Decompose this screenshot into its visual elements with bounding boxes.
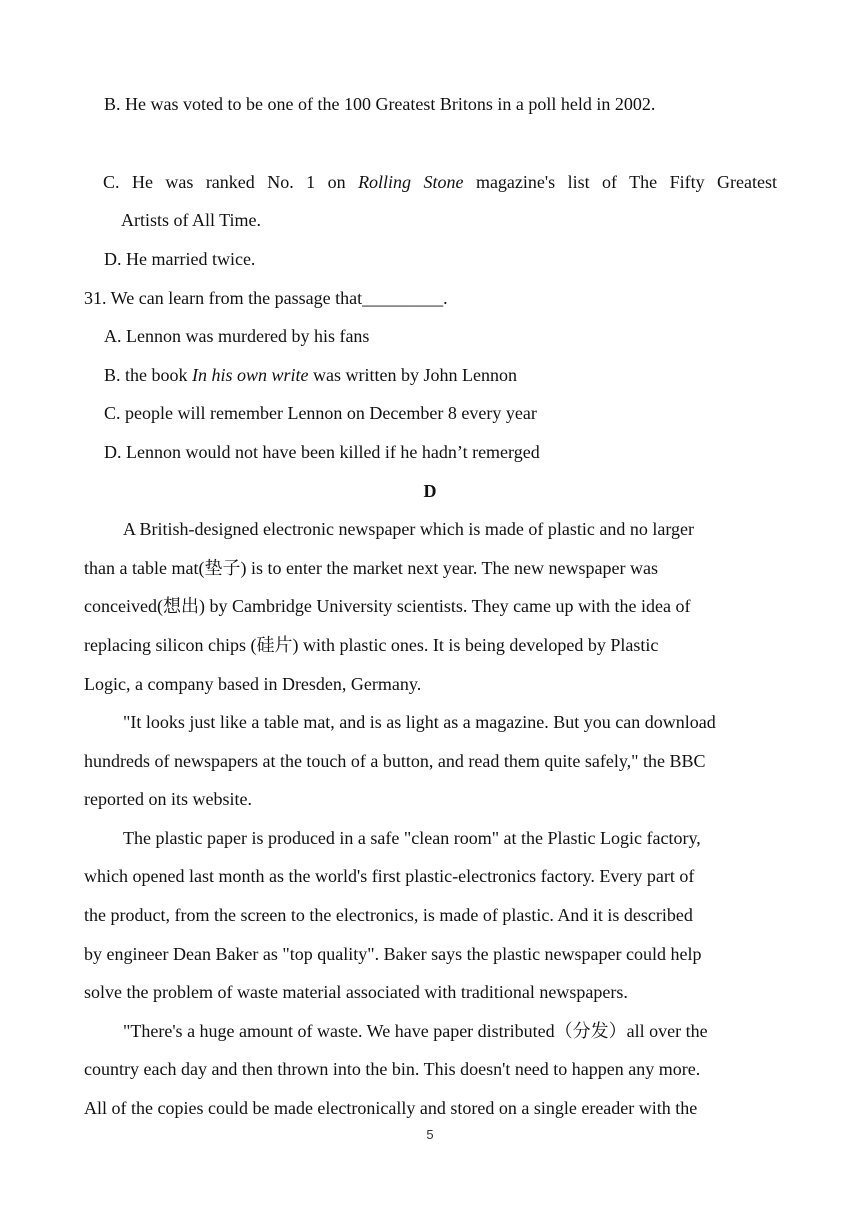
passage-line: replacing silicon chips (硅片) with plastic ones. It is being developed by Plastic xyxy=(84,635,659,655)
passage-line: than a table mat(垫子) is to enter the market next year. The new newspaper was xyxy=(84,558,658,578)
passage-line: reported on its website. xyxy=(84,789,252,809)
q31-option-d: D. Lennon would not have been killed if he hadn’t remerged xyxy=(104,442,540,462)
book-title: In his own write xyxy=(192,365,309,385)
passage-line: "There's a huge amount of waste. We have paper distributed（分发）all over the xyxy=(123,1021,708,1041)
passage-line: Logic, a company based in Dresden, Germany. xyxy=(84,674,422,694)
q31-stem: 31. We can learn from the passage that_________. xyxy=(84,288,448,308)
q31-option-b: B. the book In his own write was written by John Lennon xyxy=(104,365,517,385)
q30-option-d: D. He married twice. xyxy=(104,249,256,269)
passage-line: country each day and then thrown into the bin. This doesn't need to happen any more. xyxy=(84,1059,701,1079)
q30-option-b: B. He was voted to be one of the 100 Greatest Britons in a poll held in 2002. xyxy=(104,94,656,114)
passage-line: hundreds of newspapers at the touch of a button, and read them quite safely," the BBC xyxy=(84,751,706,771)
q31-option-c: C. people will remember Lennon on December 8 every year xyxy=(104,403,537,423)
q31-option-a: A. Lennon was murdered by his fans xyxy=(104,326,370,346)
passage-line: A British-designed electronic newspaper which is made of plastic and no larger xyxy=(123,519,694,539)
page-number: 5 xyxy=(426,1127,434,1142)
passage-line: the product, from the screen to the electronics, is made of plastic. And it is described xyxy=(84,905,693,925)
passage-line: All of the copies could be made electronically and stored on a single ereader with the xyxy=(84,1098,698,1118)
magazine-title: Rolling Stone xyxy=(358,172,464,192)
passage-line: "It looks just like a table mat, and is as light as a magazine. But you can download xyxy=(123,712,716,732)
passage-line: The plastic paper is produced in a safe "clean room" at the Plastic Logic factory, xyxy=(123,828,701,848)
passage-line: which opened last month as the world's first plastic-electronics factory. Every part of xyxy=(84,866,695,886)
q30-option-c: C. He was ranked No. 1 on Rolling Stone magazine's list of The Fifty Greatest xyxy=(103,172,777,192)
passage-line: conceived(想出) by Cambridge University scientists. They came up with the idea of xyxy=(84,596,691,616)
passage-line: by engineer Dean Baker as "top quality". Baker says the plastic newspaper could help xyxy=(84,944,702,964)
passage-line: solve the problem of waste material associated with traditional newspapers. xyxy=(84,982,628,1002)
section-title: D xyxy=(423,481,437,501)
q30-option-c-continued: Artists of All Time. xyxy=(121,210,262,230)
